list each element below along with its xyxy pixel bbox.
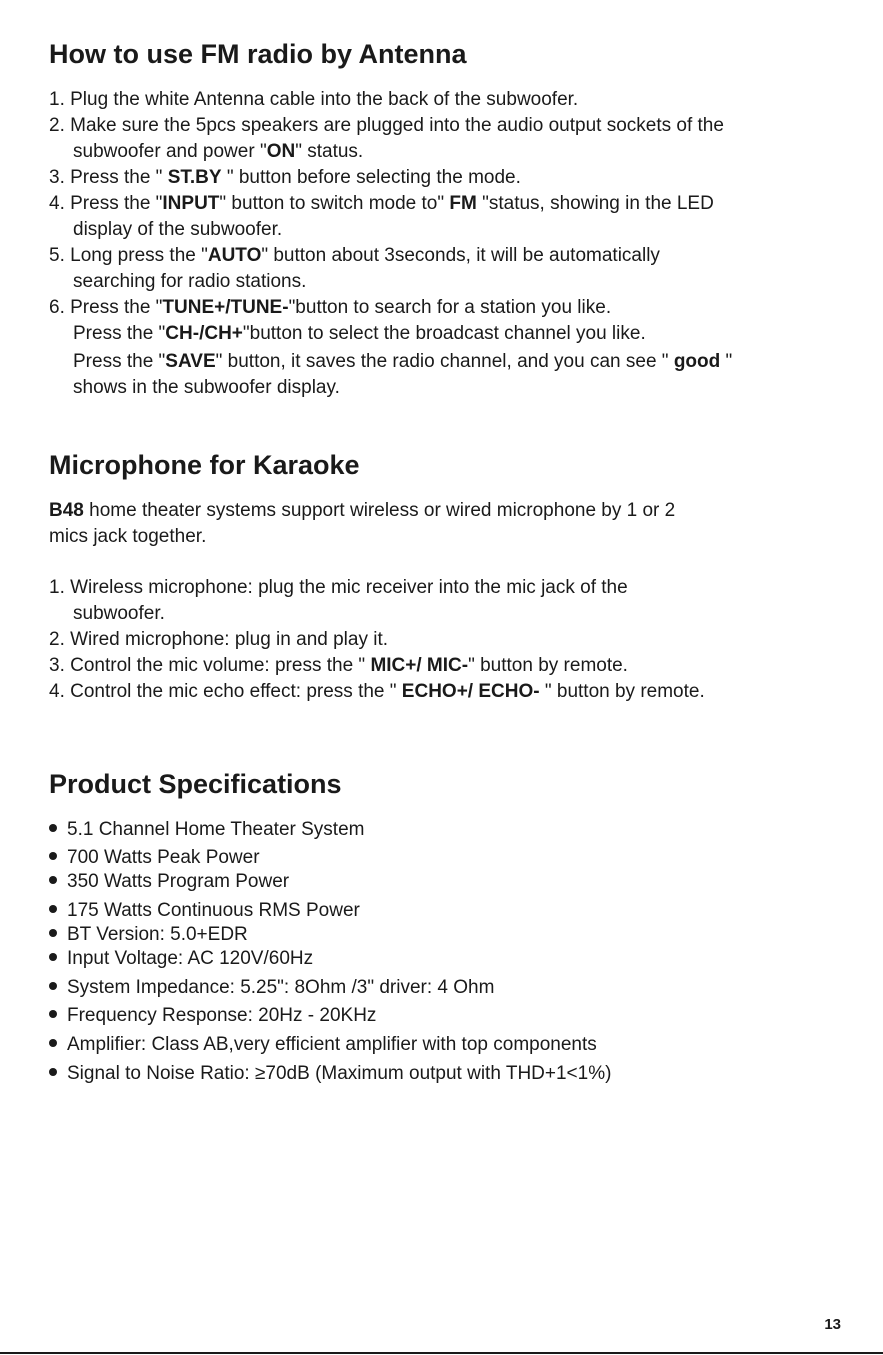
bullet-icon [49,824,57,832]
fm-step-5-cont: searching for radio stations. [73,271,307,292]
spec-item: System Impedance: 5.25": 8Ohm /3" driver: 4 Ohm [49,978,494,997]
page-number: 13 [824,1316,841,1333]
bullet-icon [49,876,57,884]
bullet-icon [49,953,57,961]
spec-item: 350 Watts Program Power [49,872,289,891]
spec-item: BT Version: 5.0+EDR [49,925,248,944]
bullet-icon [49,1068,57,1076]
key-on: ON [266,141,296,162]
specs-section-title: Product Specifications [49,769,342,799]
key-auto: AUTO [207,245,262,266]
fm-step-4-cont: display of the subwoofer. [73,219,283,240]
fm-step-2: 2. Make sure the 5pcs speakers are plugged into the audio output sockets of the [49,115,724,136]
key-input: INPUT [162,193,220,214]
footer-rule [0,1352,883,1354]
fm-step-3: 3. Press the " ST.BY " button before selecting the mode. [49,167,521,188]
fm-step-6-ch: Press the "CH-/CH+"button to select the broadcast channel you like. [73,323,646,344]
spec-item: 700 Watts Peak Power [49,848,260,867]
key-ch: CH-/CH+ [165,323,243,344]
bullet-icon [49,852,57,860]
karaoke-step-1: 1. Wireless microphone: plug the mic receiver into the mic jack of the [49,577,628,598]
key-tune: TUNE+/TUNE- [162,297,289,318]
bullet-icon [49,929,57,937]
fm-step-5: 5. Long press the "AUTO" button about 3seconds, it will be automatically [49,245,660,266]
fm-step-4: 4. Press the "INPUT" button to switch mode to" FM "status, showing in the LED [49,193,714,214]
karaoke-step-2: 2. Wired microphone: plug in and play it. [49,629,389,650]
fm-step-1: 1. Plug the white Antenna cable into the back of the subwoofer. [49,89,579,110]
bullet-icon [49,1010,57,1018]
key-good: good [673,351,721,372]
karaoke-section-title: Microphone for Karaoke [49,450,360,480]
model-name: B48 [49,500,84,521]
bullet-icon [49,982,57,990]
bullet-icon [49,1039,57,1047]
spec-item: Frequency Response: 20Hz - 20KHz [49,1006,376,1025]
key-stby: ST.BY [167,167,222,188]
key-save: SAVE [165,351,216,372]
fm-step-6-save: Press the "SAVE" button, it saves the radio channel, and you can see " good " [73,351,733,372]
fm-step-6: 6. Press the "TUNE+/TUNE-"button to search for a station you like. [49,297,612,318]
karaoke-intro-cont: mics jack together. [49,526,207,547]
spec-item: 5.1 Channel Home Theater System [49,820,364,839]
key-echo: ECHO+/ ECHO- [401,681,540,702]
spec-item: Input Voltage: AC 120V/60Hz [49,949,313,968]
spec-item: Signal to Noise Ratio: ≥70dB (Maximum output with THD+1<1%) [49,1064,611,1083]
fm-step-2-cont: subwoofer and power "ON" status. [73,141,364,162]
fm-section-title: How to use FM radio by Antenna [49,39,467,69]
karaoke-step-1-cont: subwoofer. [73,603,165,624]
key-mic: MIC+/ MIC- [370,655,469,676]
key-fm: FM [449,193,477,214]
karaoke-step-4: 4. Control the mic echo effect: press the " ECHO+/ ECHO- " button by remote. [49,681,705,702]
spec-item: Amplifier: Class AB,very efficient amplifier with top components [49,1035,597,1054]
karaoke-intro: B48 home theater systems support wireless or wired microphone by 1 or 2 [49,500,676,521]
spec-item: 175 Watts Continuous RMS Power [49,901,360,920]
fm-step-6-cont: shows in the subwoofer display. [73,377,340,398]
karaoke-step-3: 3. Control the mic volume: press the " MIC+/ MIC-" button by remote. [49,655,628,676]
bullet-icon [49,905,57,913]
